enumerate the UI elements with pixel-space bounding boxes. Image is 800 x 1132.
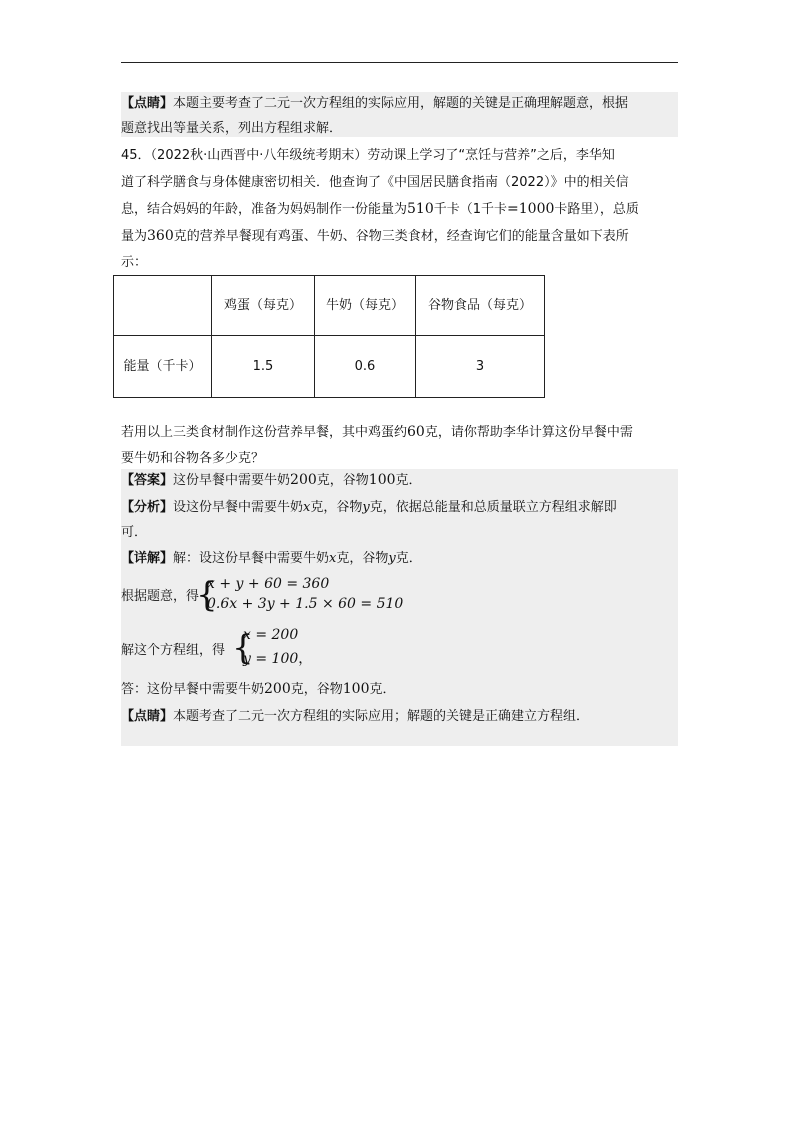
answer-milk: 200: [290, 472, 317, 488]
prev-note-line-2: [121, 116, 678, 141]
answer-line: [121, 468, 678, 493]
note-line: [121, 704, 678, 729]
answer-tag: 【答案】: [121, 473, 174, 488]
problem-number: 45．: [121, 148, 151, 163]
analysis-text-2: 可．: [121, 525, 148, 540]
analysis-text-a: 设这份早餐中需要牛奶: [173, 500, 304, 515]
detail-var-x: x: [329, 551, 337, 566]
mass-value: 360: [147, 228, 174, 244]
final-milk: 200: [264, 681, 291, 697]
analysis-line-2: [121, 520, 678, 545]
question-text-2: 要牛奶和谷物各多少克？: [121, 451, 265, 466]
solve-label: 解这个方程组，得: [121, 643, 226, 658]
problem-line-3: [121, 197, 678, 222]
solution-comma: ，: [298, 651, 313, 667]
table-row: [114, 336, 545, 398]
question-text-1b: 克，请你帮助李华计算这份早餐中需: [424, 425, 633, 440]
table-header-milk: 牛奶（每克）: [315, 276, 416, 336]
prev-note-text-2: 题意找出等量关系，列出方程组求解．: [121, 121, 343, 136]
final-grain: 100: [342, 681, 370, 697]
detail-text-c: 克．: [395, 551, 422, 566]
final-text-b: 克，谷物: [290, 682, 343, 697]
answer-grain: 100: [368, 472, 396, 488]
problem-text-4b: 克的营养早餐现有鸡蛋、牛奶、谷物三类食材，经查询它们的能量含量如下表所: [173, 229, 629, 244]
table-header-empty: [114, 276, 212, 336]
solution-2-eq: y = 100: [243, 651, 299, 667]
problem-source: （2022秋·山西晋中·八年级统考期末）: [150, 148, 368, 163]
energy-table: [113, 275, 545, 398]
header-rule: [121, 62, 678, 63]
problem-text-3a: 息，结合妈妈的年龄，准备为妈妈制作一份能量为: [121, 202, 408, 217]
note-text: 本题考查了二元一次方程组的实际应用；解题的关键是正确建立方程组．: [173, 709, 590, 724]
problem-line-1: [121, 143, 678, 168]
energy-value: 510: [407, 201, 434, 217]
detail-tag: 【详解】: [121, 551, 174, 566]
answer-text-a: 这份早餐中需要牛奶: [173, 473, 291, 488]
analysis-var-x: x: [303, 500, 311, 515]
answer-text-c: 克．: [395, 473, 422, 488]
equation-2: 0.6x + 3y + 1.5 × 60 = 510: [207, 596, 404, 612]
final-text-a: 答：这份早餐中需要牛奶: [121, 682, 265, 697]
system-label: 根据题意，得: [121, 589, 200, 604]
detail-text-a: 解：设这份早餐中需要牛奶: [173, 551, 330, 566]
solution-1: x = 200: [243, 627, 299, 643]
problem-line-2: [121, 170, 678, 195]
table-cell-egg: 1.5: [212, 336, 315, 398]
solution-brace: {: [232, 628, 254, 668]
analysis-text-c: 克，依据总能量和总质量联立方程组求解即: [369, 500, 617, 515]
egg-value: 60: [407, 424, 425, 440]
prev-note-tag: 【点睛】: [121, 96, 174, 111]
table-row-label: 能量（千卡）: [114, 336, 212, 398]
question-line-1: [121, 420, 678, 445]
analysis-text-b: 克，谷物: [310, 500, 363, 515]
prev-note-text-1: 本题主要考查了二元一次方程组的实际应用，解题的关键是正确理解题意，根据: [173, 96, 629, 111]
table-header-grain: 谷物食品（每克）: [416, 276, 545, 336]
table-cell-grain: 3: [416, 336, 545, 398]
detail-var-y: y: [388, 551, 396, 566]
detail-line-1: [121, 546, 678, 571]
solve-label-line: [121, 638, 678, 663]
question-text-1a: 若用以上三类食材制作这份营养早餐，其中鸡蛋约: [121, 425, 408, 440]
final-answer-line: [121, 677, 678, 702]
problem-text-5: 示：: [121, 255, 148, 270]
table-cell-milk: 0.6: [315, 336, 416, 398]
answer-text-b: 克，谷物: [316, 473, 369, 488]
problem-text-4a: 量为: [121, 229, 148, 244]
analysis-tag: 【分析】: [121, 500, 174, 515]
table-header-row: [114, 276, 545, 336]
solution-2: [243, 648, 312, 668]
problem-line-5: [121, 250, 678, 275]
analysis-var-y: y: [362, 500, 370, 515]
detail-text-b: 克，谷物: [336, 551, 389, 566]
problem-line-4: [121, 224, 678, 249]
analysis-line-1: [121, 495, 678, 520]
problem-text-1: 劳动课上学习了“烹饪与营养”之后，李华知: [367, 148, 615, 163]
note-tag: 【点睛】: [121, 709, 174, 724]
problem-text-2: 道了科学膳食与身体健康密切相关．他查询了《中国居民膳食指南（2022）》中的相关信: [121, 175, 629, 190]
system-brace: {: [196, 575, 218, 615]
calorie-conversion: =1000: [507, 201, 555, 217]
final-text-c: 克．: [369, 682, 396, 697]
problem-text-3c: 卡路里），总质: [554, 202, 639, 217]
table-header-egg: 鸡蛋（每克）: [212, 276, 315, 336]
prev-note-line-1: [121, 91, 678, 116]
equation-1: x + y + 60 = 360: [207, 576, 330, 592]
problem-text-3b: 千卡（1千卡: [433, 202, 508, 217]
